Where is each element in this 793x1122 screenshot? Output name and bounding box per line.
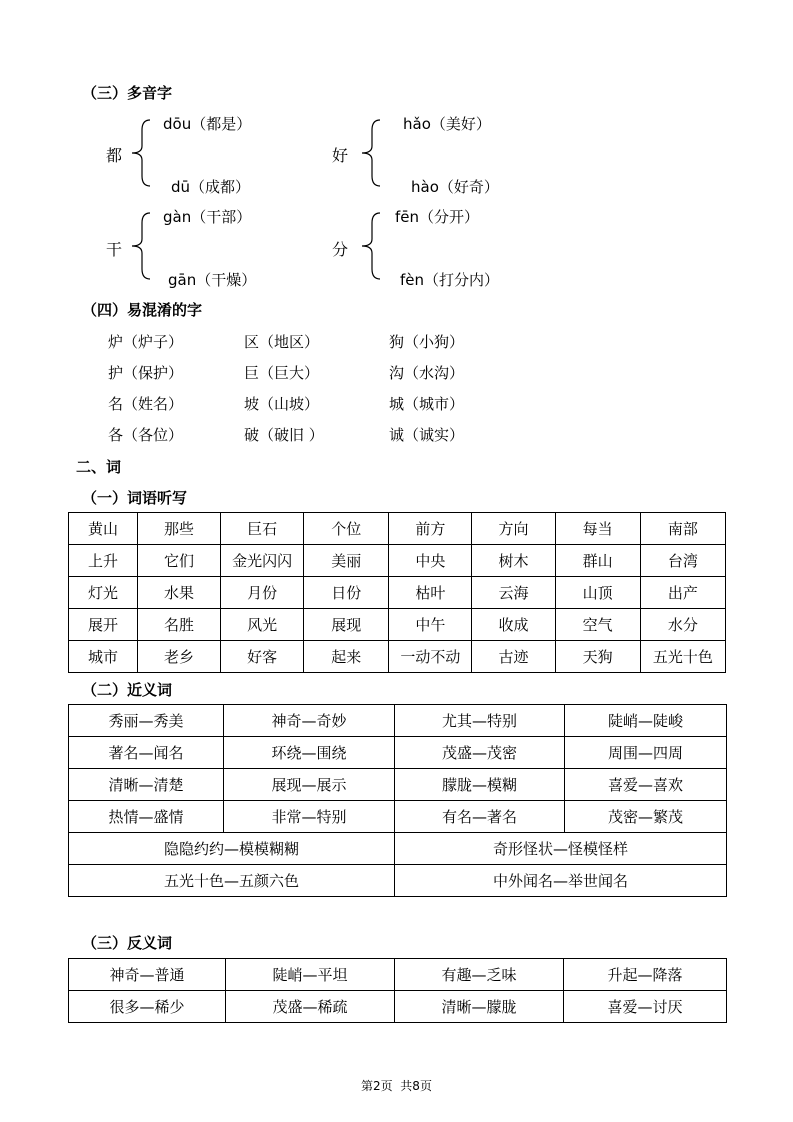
table-cell: 天狗 [555,641,640,673]
table-cell: 群山 [555,545,640,577]
table-cell: 南部 [640,513,725,545]
table-cell: 茂盛—茂密 [395,737,565,769]
polyphone-reading-4a: fēn（分开） [395,208,480,226]
table-cell: 很多—稀少 [69,991,226,1023]
table-row [69,991,727,1023]
confusing-item: 炉（炉子） [108,333,184,351]
table-cell: 好客 [221,641,304,673]
table-cell: 喜爱—讨厌 [564,991,727,1023]
table-cell: 巨石 [221,513,304,545]
table-cell: 树木 [472,545,555,577]
table-cell: 台湾 [640,545,725,577]
brace-icon [358,118,388,188]
antonyms-table [68,958,727,1023]
brace-icon [358,211,388,281]
table-cell: 五光十色—五颜六色 [69,865,395,897]
table-cell: 茂盛—稀疏 [226,991,395,1023]
table-cell: 水分 [640,609,725,641]
confusing-item: 护（保护） [108,364,184,382]
table-cell: 中午 [389,609,472,641]
confusing-item: 城（城市） [389,395,465,413]
table-cell: 周围—四周 [565,737,727,769]
table-row [69,513,726,545]
table-cell: 秀丽—秀美 [69,705,224,737]
table-cell: 环绕—围绕 [224,737,395,769]
antonyms-section-title: （三）反义词 [82,934,173,952]
confusing-item: 坡（山坡） [244,395,320,413]
table-cell: 山顶 [555,577,640,609]
table-row [69,737,727,769]
confusing-item: 狗（小狗） [389,333,465,351]
table-cell: 出产 [640,577,725,609]
table-row [69,545,726,577]
polyphone-char-1: 都 [106,146,123,165]
polyphone-reading-4b: fèn（打分内） [400,271,500,289]
table-cell: 古迹 [472,641,555,673]
brace-icon [128,118,158,188]
confusing-item: 各（各位） [108,426,184,444]
polyphone-section-title: （三）多音字 [82,84,173,102]
table-cell: 上升 [69,545,138,577]
table-cell: 每当 [555,513,640,545]
table-cell: 茂密—繁茂 [565,801,727,833]
table-cell: 空气 [555,609,640,641]
table-cell: 有趣—乏味 [395,959,564,991]
table-cell: 起来 [304,641,389,673]
table-row [69,609,726,641]
table-cell: 它们 [137,545,220,577]
table-cell: 金光闪闪 [221,545,304,577]
table-row [69,769,727,801]
page-footer: 第2页 共8页 [361,1079,432,1093]
table-cell: 喜爱—喜欢 [565,769,727,801]
table-cell: 五光十色 [640,641,725,673]
table-cell: 老乡 [137,641,220,673]
table-cell: 中央 [389,545,472,577]
table-row [69,577,726,609]
table-cell: 奇形怪状—怪模怪样 [395,833,727,865]
table-cell: 尤其—特别 [395,705,565,737]
table-cell: 枯叶 [389,577,472,609]
table-cell: 中外闻名—举世闻名 [395,865,727,897]
polyphone-char-3: 干 [106,240,123,259]
table-row [69,705,727,737]
table-cell: 黄山 [69,513,138,545]
synonyms-table [68,704,727,897]
table-row [69,959,727,991]
table-row [69,833,727,865]
table-cell: 神奇—奇妙 [224,705,395,737]
table-cell: 那些 [137,513,220,545]
table-cell: 一动不动 [389,641,472,673]
table-cell: 云海 [472,577,555,609]
table-cell: 朦胧—模糊 [395,769,565,801]
table-cell: 著名—闻名 [69,737,224,769]
table-cell: 日份 [304,577,389,609]
words-section-title: 二、词 [76,458,122,476]
table-cell: 个位 [304,513,389,545]
polyphone-reading-2b: hào（好奇） [411,178,499,196]
table-cell: 升起—降落 [564,959,727,991]
table-cell: 月份 [221,577,304,609]
polyphone-reading-3b: gān（干燥） [168,271,257,289]
table-cell: 陡峭—平坦 [226,959,395,991]
dictation-table [68,512,726,673]
polyphone-reading-1b: dū（成都） [171,178,251,196]
table-cell: 清晰—朦胧 [395,991,564,1023]
table-cell: 城市 [69,641,138,673]
table-cell: 有名—著名 [395,801,565,833]
polyphone-reading-1a: dōu（都是） [163,115,252,133]
polyphone-reading-2a: hǎo（美好） [403,115,491,133]
table-cell: 清晰—清楚 [69,769,224,801]
table-cell: 神奇—普通 [69,959,226,991]
brace-icon [128,211,158,281]
dictation-section-title: （一）词语听写 [82,489,188,507]
table-cell: 展现 [304,609,389,641]
confusing-section-title: （四）易混淆的字 [82,301,203,319]
synonyms-section-title: （二）近义词 [82,681,173,699]
table-cell: 展开 [69,609,138,641]
table-cell: 陡峭—陡峻 [565,705,727,737]
table-row [69,801,727,833]
table-cell: 收成 [472,609,555,641]
confusing-item: 名（姓名） [108,395,184,413]
table-cell: 展现—展示 [224,769,395,801]
confusing-item: 区（地区） [244,333,320,351]
table-cell: 非常—特别 [224,801,395,833]
confusing-item: 沟（水沟） [389,364,465,382]
table-cell: 灯光 [69,577,138,609]
confusing-item: 破（破旧 ） [244,426,324,444]
confusing-item: 巨（巨大） [244,364,320,382]
table-cell: 风光 [221,609,304,641]
table-cell: 前方 [389,513,472,545]
table-cell: 名胜 [137,609,220,641]
table-cell: 热情—盛情 [69,801,224,833]
polyphone-char-4: 分 [332,240,349,259]
table-row [69,865,727,897]
confusing-item: 诚（诚实） [389,426,465,444]
table-row [69,641,726,673]
table-cell: 方向 [472,513,555,545]
table-cell: 隐隐约约—模模糊糊 [69,833,395,865]
polyphone-reading-3a: gàn（干部） [163,208,252,226]
table-cell: 水果 [137,577,220,609]
polyphone-char-2: 好 [332,146,349,165]
table-cell: 美丽 [304,545,389,577]
